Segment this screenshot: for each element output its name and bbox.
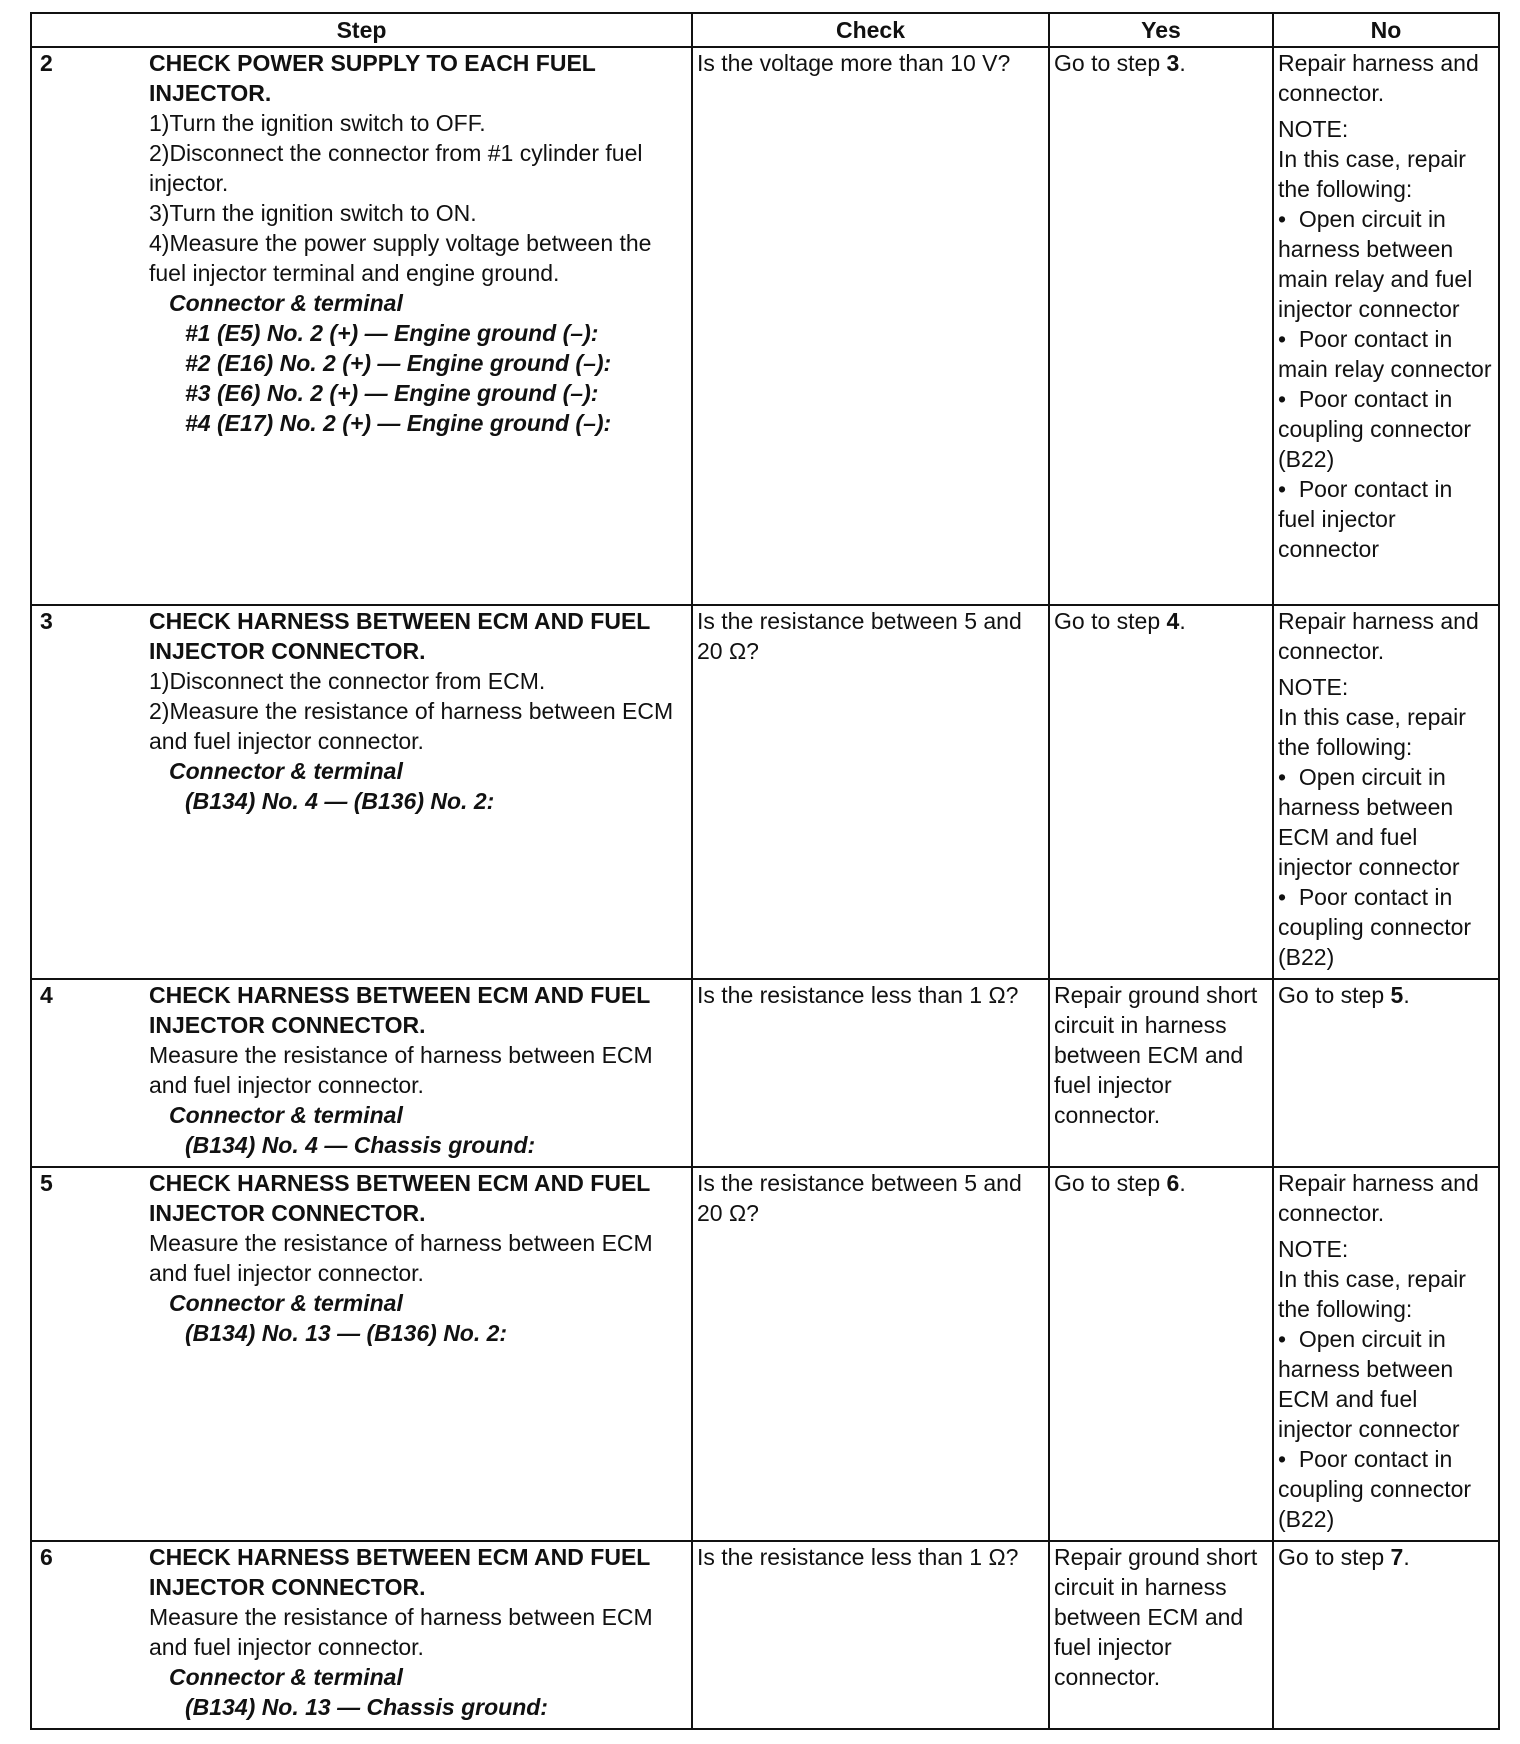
note-bullet: • Poor contact in coupling connector (B22) xyxy=(1278,882,1494,972)
table-row xyxy=(31,979,1499,1167)
table-row xyxy=(31,47,1499,605)
no-main: Repair harness and connector. xyxy=(1278,50,1479,106)
diagnostic-table xyxy=(30,12,1500,1730)
no-goto-text: Go to step xyxy=(1278,1544,1391,1570)
yes-step-number: 4 xyxy=(1166,608,1180,634)
yes-text: Go to step xyxy=(1054,50,1167,76)
yes-cell: Repair ground short circuit in harness between ECM and fuel injector connector. xyxy=(1049,979,1273,1167)
step-instruction: 3)Turn the ignition switch to ON. xyxy=(149,200,477,226)
yes-text: Go to step xyxy=(1054,1170,1167,1196)
step-title: CHECK POWER SUPPLY TO EACH FUEL INJECTOR. xyxy=(149,50,596,106)
step-instruction: 1)Turn the ignition switch to OFF. xyxy=(149,110,486,136)
yes-cell xyxy=(1049,47,1273,605)
table-row xyxy=(31,1541,1499,1729)
connector-terminal-line: (B134) No. 4 — Chassis ground: xyxy=(185,1132,536,1158)
no-cell xyxy=(1273,605,1499,979)
step-number: 5 xyxy=(40,1170,53,1196)
step-instruction: Measure the resistance of harness between ECM and fuel injector connector. xyxy=(149,1230,653,1286)
note-bullet: • Open circuit in harness between ECM and fuel injector connector xyxy=(1278,1324,1494,1444)
no-cell xyxy=(1273,1541,1499,1729)
yes-cell xyxy=(1049,605,1273,979)
yes-suffix: . xyxy=(1179,50,1186,76)
no-goto-text: Go to step xyxy=(1278,982,1391,1008)
yes-cell xyxy=(1049,1167,1273,1541)
header-check: Check xyxy=(692,13,1049,47)
note-label: NOTE: xyxy=(1278,1236,1349,1262)
table-row xyxy=(31,1167,1499,1541)
note-bullet: • Poor contact in coupling connector (B22) xyxy=(1278,384,1494,474)
connector-terminal-line: (B134) No. 13 — (B136) No. 2: xyxy=(185,1320,508,1346)
connector-terminal-label: Connector & terminal xyxy=(169,1664,403,1690)
step-number: 3 xyxy=(40,608,53,634)
step-cell xyxy=(31,1541,692,1729)
step-number: 4 xyxy=(40,982,53,1008)
no-goto-step-number: 5 xyxy=(1390,982,1404,1008)
note-intro: In this case, repair the following: xyxy=(1278,1266,1466,1322)
note-bullet: • Poor contact in main relay connector xyxy=(1278,324,1494,384)
connector-terminal-label: Connector & terminal xyxy=(169,1290,403,1316)
step-cell xyxy=(31,1167,692,1541)
note-bullet: • Poor contact in fuel injector connector xyxy=(1278,474,1494,564)
header-yes: Yes xyxy=(1049,13,1273,47)
step-title: CHECK HARNESS BETWEEN ECM AND FUEL INJECTOR CONNECTOR. xyxy=(149,1544,650,1600)
step-number: 2 xyxy=(40,50,53,76)
yes-text: Go to step xyxy=(1054,608,1167,634)
table-row xyxy=(31,605,1499,979)
note-intro: In this case, repair the following: xyxy=(1278,146,1466,202)
check-cell: Is the voltage more than 10 V? xyxy=(692,47,1049,605)
connector-terminal-line: (B134) No. 13 — Chassis ground: xyxy=(185,1694,548,1720)
check-cell: Is the resistance less than 1 Ω? xyxy=(692,979,1049,1167)
header-row xyxy=(31,13,1499,47)
yes-step-number: 3 xyxy=(1166,50,1180,76)
yes-cell: Repair ground short circuit in harness between ECM and fuel injector connector. xyxy=(1049,1541,1273,1729)
note-label: NOTE: xyxy=(1278,116,1349,142)
connector-terminal-line: (B134) No. 4 — (B136) No. 2: xyxy=(185,788,495,814)
connector-terminal-label: Connector & terminal xyxy=(169,1102,403,1128)
note-label: NOTE: xyxy=(1278,674,1349,700)
step-instruction: Measure the resistance of harness between ECM and fuel injector connector. xyxy=(149,1604,653,1660)
step-title: CHECK HARNESS BETWEEN ECM AND FUEL INJECTOR CONNECTOR. xyxy=(149,982,650,1038)
check-cell: Is the resistance between 5 and 20 Ω? xyxy=(692,605,1049,979)
step-cell xyxy=(31,979,692,1167)
no-goto-suffix: . xyxy=(1403,982,1410,1008)
yes-step-number: 6 xyxy=(1166,1170,1180,1196)
step-instruction: Measure the resistance of harness between ECM and fuel injector connector. xyxy=(149,1042,653,1098)
connector-terminal-label: Connector & terminal xyxy=(169,290,403,316)
connector-terminal-label: Connector & terminal xyxy=(169,758,403,784)
note-bullet: • Poor contact in coupling connector (B22) xyxy=(1278,1444,1494,1534)
step-title: CHECK HARNESS BETWEEN ECM AND FUEL INJECTOR CONNECTOR. xyxy=(149,1170,650,1226)
header-step: Step xyxy=(31,13,692,47)
no-goto-step-number: 7 xyxy=(1390,1544,1404,1570)
no-cell xyxy=(1273,1167,1499,1541)
note-bullet: • Open circuit in harness between main relay and fuel injector connector xyxy=(1278,204,1494,324)
no-cell xyxy=(1273,979,1499,1167)
connector-terminal-line: #1 (E5) No. 2 (+) — Engine ground (–): xyxy=(185,320,599,346)
note-intro: In this case, repair the following: xyxy=(1278,704,1466,760)
step-cell xyxy=(31,605,692,979)
no-cell xyxy=(1273,47,1499,605)
step-instruction: 2)Disconnect the connector from #1 cylinder fuel injector. xyxy=(149,140,643,196)
check-cell: Is the resistance between 5 and 20 Ω? xyxy=(692,1167,1049,1541)
yes-suffix: . xyxy=(1179,608,1186,634)
check-cell: Is the resistance less than 1 Ω? xyxy=(692,1541,1049,1729)
no-main: Repair harness and connector. xyxy=(1278,608,1479,664)
no-goto-suffix: . xyxy=(1403,1544,1410,1570)
step-instruction: 2)Measure the resistance of harness between ECM and fuel injector connector. xyxy=(149,698,674,754)
connector-terminal-line: #3 (E6) No. 2 (+) — Engine ground (–): xyxy=(185,380,599,406)
step-instruction: 1)Disconnect the connector from ECM. xyxy=(149,668,546,694)
no-main: Repair harness and connector. xyxy=(1278,1170,1479,1226)
header-no: No xyxy=(1273,13,1499,47)
step-cell xyxy=(31,47,692,605)
step-instruction: 4)Measure the power supply voltage between the fuel injector terminal and engine ground. xyxy=(149,230,652,286)
yes-suffix: . xyxy=(1179,1170,1186,1196)
connector-terminal-line: #4 (E17) No. 2 (+) — Engine ground (–): xyxy=(185,410,612,436)
step-title: CHECK HARNESS BETWEEN ECM AND FUEL INJECTOR CONNECTOR. xyxy=(149,608,650,664)
step-number: 6 xyxy=(40,1544,53,1570)
connector-terminal-line: #2 (E16) No. 2 (+) — Engine ground (–): xyxy=(185,350,612,376)
note-bullet: • Open circuit in harness between ECM and fuel injector connector xyxy=(1278,762,1494,882)
